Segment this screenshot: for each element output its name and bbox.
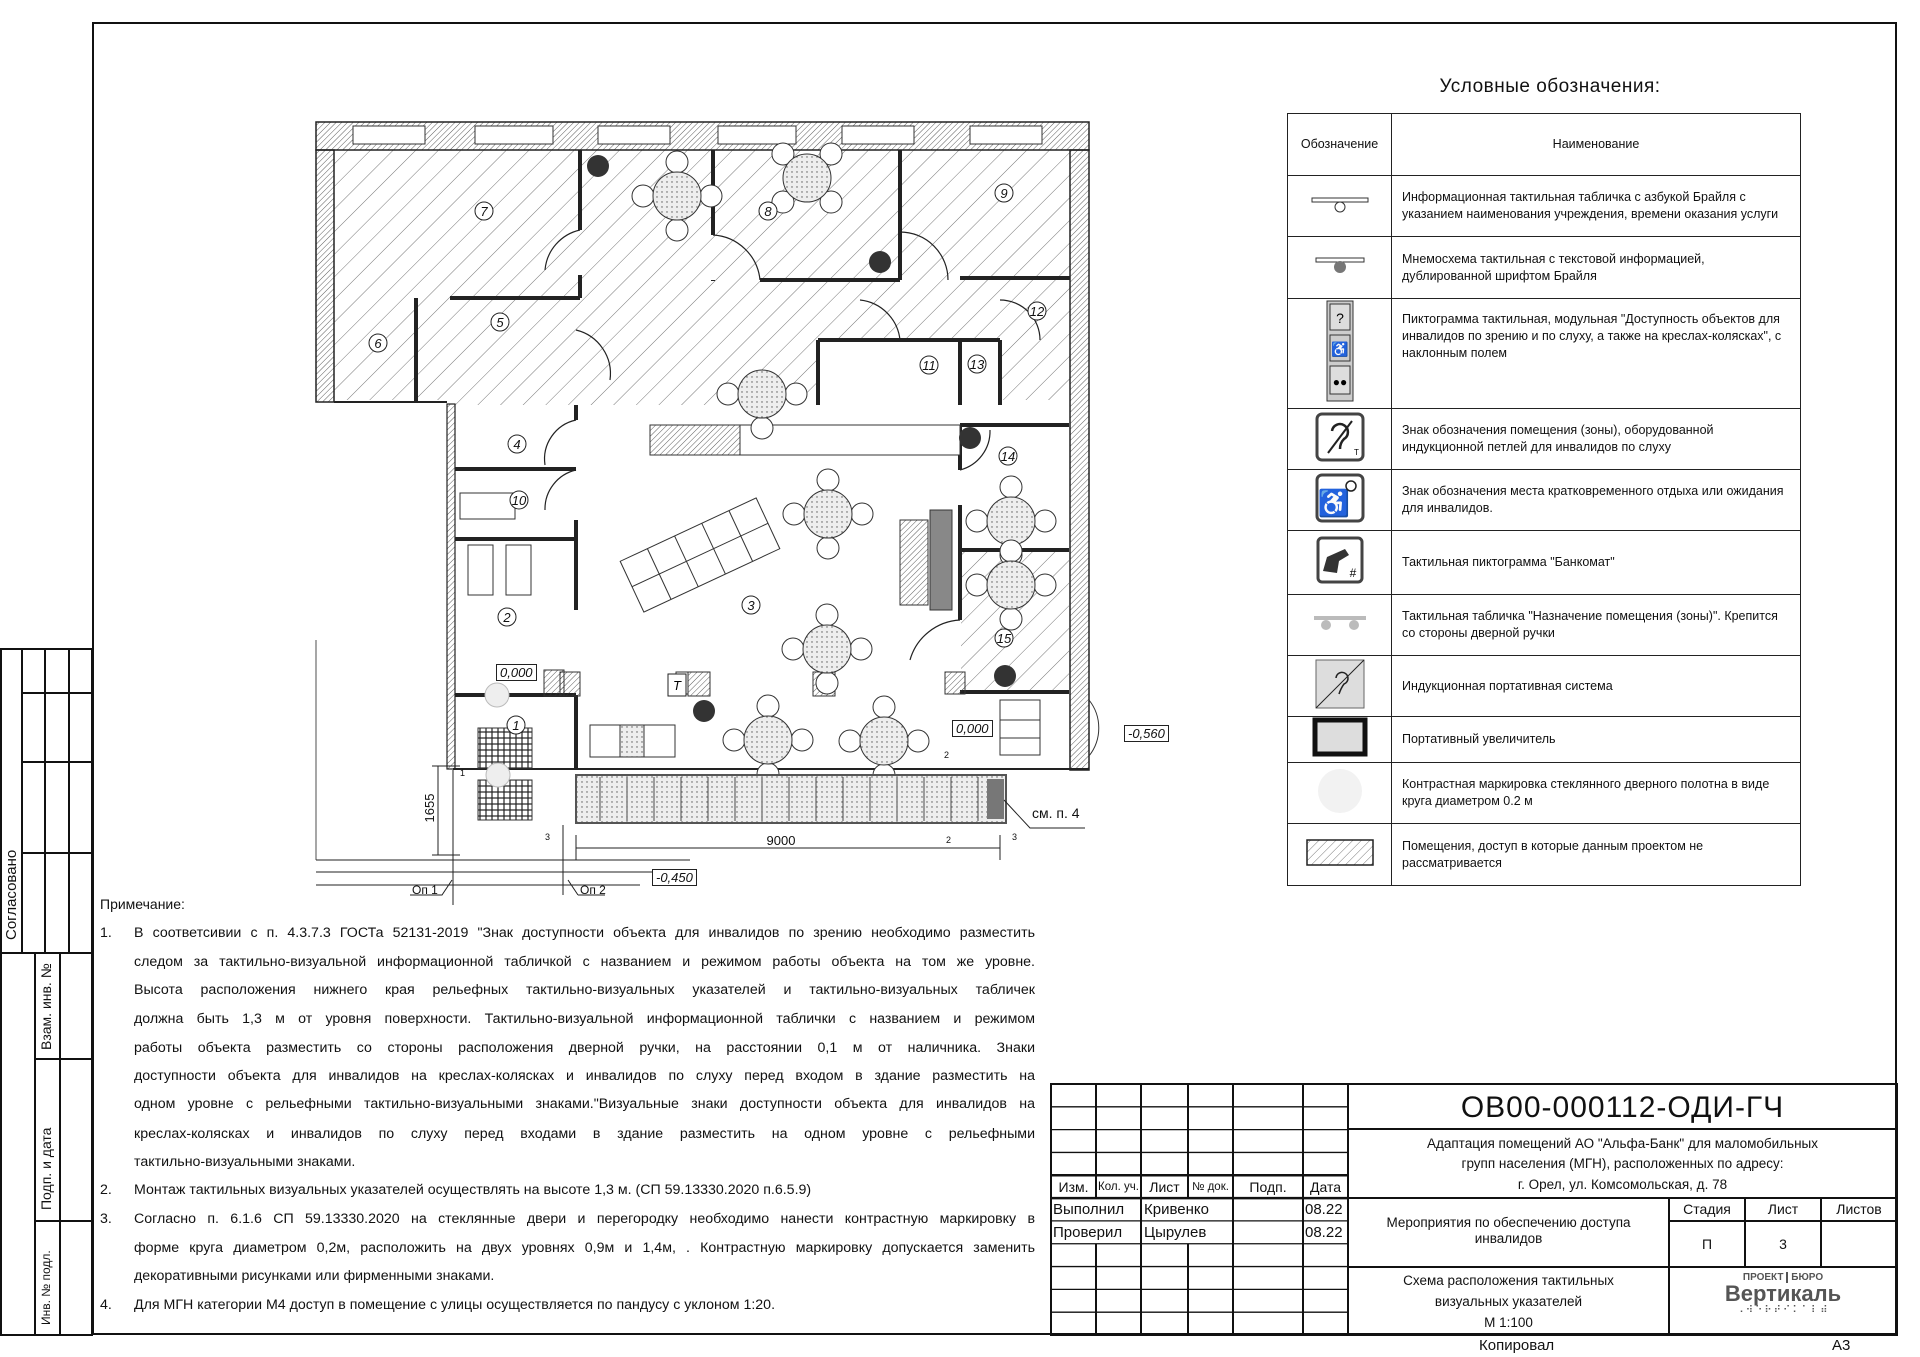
room-number: 10 — [511, 493, 527, 508]
signature-role: Выполнил — [1053, 1201, 1125, 1219]
sign-date-label: Подп. и дата — [38, 1127, 54, 1210]
project-line-3: г. Орел, ул. Комсомольская, д. 78 — [1517, 1177, 1728, 1192]
legend-item-text: Портативный увеличитель — [1392, 717, 1801, 763]
company-logo — [1669, 1272, 1897, 1317]
note-number: 3. — [100, 1211, 112, 1227]
vertical-dimension: 1655 — [422, 793, 437, 823]
legend-item-text: Информационная тактильная табличка с азбукой Брайля с указанием наименования учреждения, времени оказания услуги — [1392, 176, 1801, 237]
logo-name: Вертикаль — [1724, 1281, 1842, 1306]
room-number: 2 — [503, 610, 511, 625]
section-title-line-2: инвалидов — [1474, 1231, 1543, 1246]
room-number: 12 — [1029, 304, 1045, 319]
inv-original-label: Инв. № подл. — [39, 1250, 53, 1325]
legend-item-text: Пиктограмма тактильная, модульная "Доступность объектов для инвалидов по зрению и по слуху, а также на креслах-колясках", с наклонным полем — [1392, 299, 1801, 409]
project-line-1: Адаптация помещений АО "Альфа-Банк" для маломобильных — [1426, 1136, 1818, 1151]
revision-header: Изм. — [1058, 1179, 1089, 1196]
svg-text:T: T — [1353, 447, 1359, 457]
sheet-value: 3 — [1779, 1236, 1787, 1252]
elevation-outside: -0,560 — [1124, 725, 1169, 742]
revision-header: Кол. уч. — [1098, 1181, 1139, 1194]
stage-label: Стадия — [1683, 1201, 1731, 1217]
drawing-title — [1348, 1270, 1669, 1333]
legend-item-text: Знак обозначения помещения (зоны), оборудованной индукционной петлей для инвалидов по слуху — [1392, 409, 1801, 470]
section-mark-3: 3 — [1012, 832, 1018, 842]
revision-header: Подп. — [1249, 1179, 1287, 1196]
elevation-street: -0,450 — [652, 869, 697, 886]
document-code: ОВ00-000112-ОДИ-ГЧ — [1460, 1091, 1785, 1124]
elevation-entrance: 0,000 — [496, 664, 537, 681]
room-number: 1 — [512, 718, 520, 733]
svg-text:?: ? — [1335, 310, 1344, 326]
signature-name: Цырулев — [1144, 1223, 1207, 1241]
revision-header: Лист — [1149, 1179, 1180, 1196]
section-mark-1: 1 — [460, 768, 466, 778]
magnifier-marker: T — [673, 678, 681, 693]
sheet-format: А3 — [1832, 1337, 1851, 1354]
drawing-scale: М 1:100 — [1484, 1315, 1533, 1330]
note-number: 2. — [100, 1182, 112, 1198]
notes-heading: Примечание: — [100, 896, 185, 912]
note-line: доступности объекта для инвалидов на креслах-колясках и инвалидов по слуху перед входом в здание разместить на — [134, 1068, 1035, 1084]
note-number: 1. — [100, 925, 112, 941]
support-1-label: Оп 1 — [412, 883, 438, 897]
support-2-label: Оп 2 — [580, 883, 606, 897]
ramp-note: см. п. 4 — [1032, 805, 1080, 821]
note-line: Для МГН категории М4 доступ в помещение с улицы осуществляется по пандусу с уклоном 1:20. — [134, 1297, 776, 1313]
legend-header-symbol: Обозначение — [1288, 114, 1392, 176]
room-number: 8 — [764, 204, 772, 219]
sheets-label: Листов — [1836, 1201, 1882, 1217]
logo-braille: ⠠⠺⠑⠗⠞⠊⠅⠁⠇⠾ — [1736, 1305, 1830, 1316]
svg-text:●●: ●● — [1332, 375, 1347, 389]
note-line: креслах-колясках и инвалидов по слуху перед входами в здание разместить на одном уровне с рельефными — [134, 1126, 1035, 1142]
signature-name: Кривенко — [1144, 1201, 1209, 1219]
section-title — [1348, 1215, 1669, 1247]
stage-value: П — [1701, 1236, 1713, 1252]
note-line: следом за тактильно-визуальной информационной табличкой с названием и режимом работы объекта на том же уровне. — [134, 954, 1035, 970]
signature-role: Проверил — [1053, 1223, 1123, 1241]
legend-item-text: Тактильная пиктограмма "Банкомат" — [1392, 531, 1801, 595]
note-line: работы объекта разместить со стороны расположения дверной ручки, на расстоянии 0,1 м от наличника. Знаки — [134, 1040, 1035, 1056]
drawing-title-line-1: Схема расположения тактильных — [1403, 1273, 1614, 1288]
note-line: Монтаж тактильных визуальных указателей осуществлять на высоте 1,3 м. (СП 59.13330.2020 п.6.5.9) — [134, 1182, 812, 1198]
room-number: 3 — [747, 598, 755, 613]
ramp-length-dimension: 9000 — [766, 833, 796, 848]
signature-date: 08.22 — [1305, 1201, 1343, 1219]
room-number: 9 — [1000, 186, 1008, 201]
logo-top-right: БЮРО — [1786, 1272, 1823, 1283]
revision-header: № док. — [1192, 1181, 1229, 1194]
legend-item-text: Контрастная маркировка стеклянного дверного полотна в виде круга диаметром 0.2 м — [1392, 763, 1801, 824]
room-number: 5 — [496, 315, 504, 330]
room-number: 15 — [996, 631, 1012, 646]
elevation-hall: 0,000 — [952, 720, 993, 737]
logo-top-left: ПРОЕКТ — [1742, 1272, 1784, 1283]
section-mark-3: 3 — [545, 832, 551, 842]
sheet-label: Лист — [1767, 1201, 1799, 1217]
legend-item-text: Индукционная портативная система — [1392, 656, 1801, 717]
section-title-line-1: Мероприятия по обеспечению доступа — [1386, 1215, 1631, 1230]
legend-item-text: Знак обозначения места кратковременного отдыха или ожидания для инвалидов. — [1392, 470, 1801, 531]
legend-title: Условные обозначения: — [1439, 76, 1661, 97]
project-line-2: групп населения (МГН), расположенных по адресу: — [1461, 1156, 1784, 1171]
svg-text:#: # — [1349, 566, 1356, 580]
legend-item-text: Мнемосхема тактильная с текстовой информацией, дублированной шрифтом Брайля — [1392, 237, 1801, 299]
note-number: 4. — [100, 1297, 112, 1313]
replaced-inv-label: Взам. инв. № — [38, 963, 54, 1050]
svg-text:♿: ♿ — [1330, 341, 1349, 357]
signature-date: 08.22 — [1305, 1223, 1343, 1241]
room-number: 4 — [513, 437, 521, 452]
legend-item-text: Тактильная табличка "Назначение помещения (зоны)". Крепится со стороны дверной ручки — [1392, 595, 1801, 656]
note-line: Согласно п. 6.1.6 СП 59.13330.2020 на стеклянные двери и перегородку необходимо нанести контрастную маркировку в — [134, 1211, 1035, 1227]
note-line: Высота расположения нижнего края рельефных тактильно-визуальных указателей и тактильно-визуальных табличек — [134, 982, 1035, 998]
room-number: 13 — [969, 357, 985, 372]
section-mark-2: 2 — [944, 750, 950, 760]
room-number: 6 — [374, 336, 382, 351]
note-line: В соответсивии с п. 4.3.7.3 ГОСТа 52131-2019 "Знак доступности объекта для инвалидов по зрению необходимо разместить — [134, 925, 1035, 941]
legend-header-name: Наименование — [1392, 114, 1801, 176]
room-number: 11 — [922, 358, 936, 373]
note-line: декоративными рисунками или фирменными знаками. — [134, 1268, 495, 1284]
copied-label: Копировал — [1479, 1337, 1555, 1354]
svg-text:♿: ♿ — [1317, 487, 1350, 518]
section-mark-2: 2 — [946, 835, 952, 845]
legend-item-text: Помещения, доступ в которые данным проектом не рассматривается — [1392, 824, 1801, 886]
note-line: форме круга диаметром 0,2м, расположить на двух уровнях 0,9м и 1,4м, . Контрастную маркировку допускается заменить — [134, 1240, 1035, 1256]
room-number: 14 — [1000, 449, 1016, 464]
note-line: должна быть 1,3 м от уровня поверхности. Тактильно-визуальной информационной таблички с названием и режимом — [134, 1011, 1035, 1027]
drawing-title-line-2: визуальных указателей — [1434, 1294, 1583, 1309]
note-line: тактильно-визуальными знаками. — [134, 1154, 356, 1170]
agreed-label: Согласовано — [3, 849, 20, 940]
revision-header: Дата — [1309, 1179, 1341, 1196]
note-line: одном уровне с рельефными тактильно-визуальными знаками."Визуальные знаки доступности объекта для инвалидов на — [134, 1096, 1035, 1112]
room-number: 7 — [480, 204, 488, 219]
